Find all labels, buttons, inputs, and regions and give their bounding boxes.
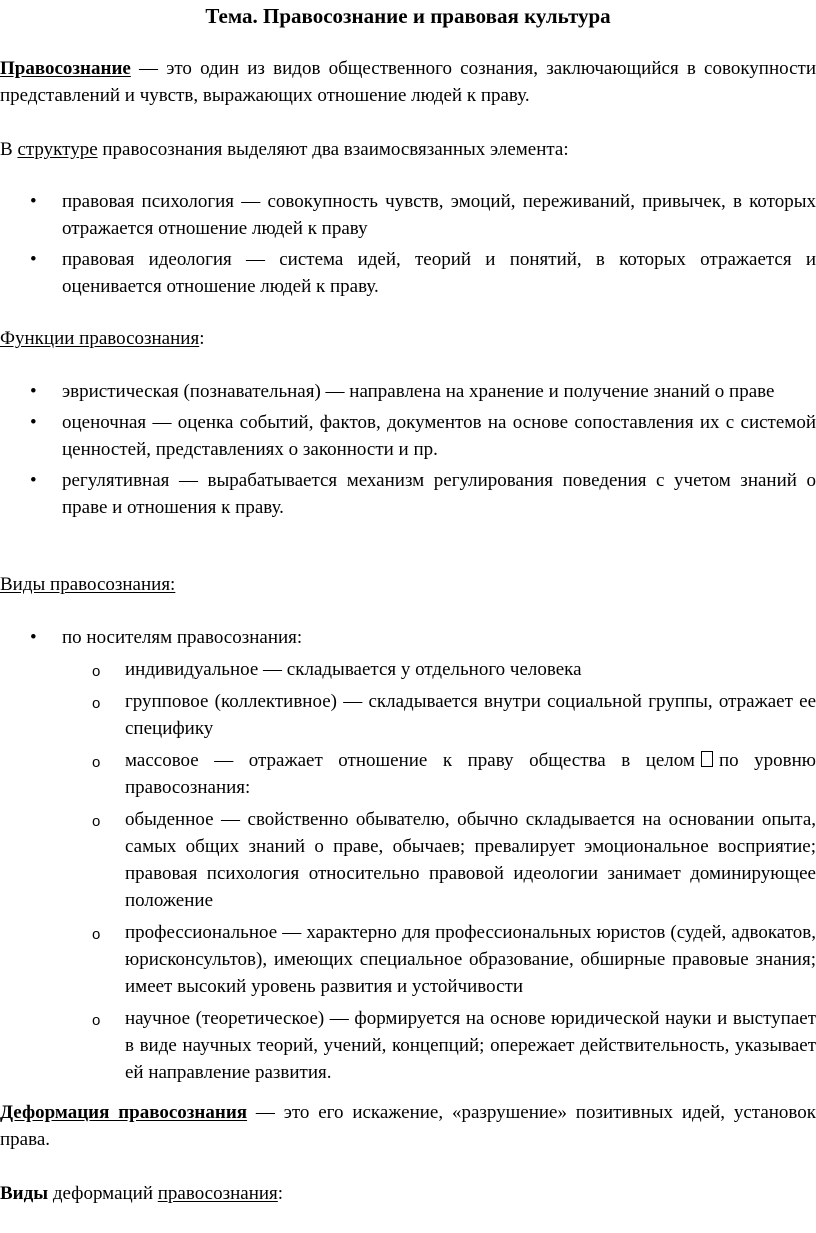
structure-prefix: В	[0, 139, 18, 160]
sub-list-item-text: массовое — отражает отношение к праву общества в целом	[125, 750, 695, 771]
page-title: Тема. Правосознание и правовая культура	[205, 4, 611, 28]
definition-paragraph	[0, 55, 816, 109]
functions-list	[0, 378, 816, 525]
list-item-text: по носителям правосознания:	[62, 627, 303, 648]
deformation-text: — это его искажение, «разрушение» позитивных идей, установок права.	[0, 1102, 816, 1150]
sub-list-item-text-continued: по уровню правосознания:	[125, 750, 816, 798]
list-item	[0, 409, 816, 463]
sub-list-item	[0, 656, 816, 683]
list-item	[0, 246, 816, 300]
circle-bullet-icon: o	[92, 663, 101, 680]
bullet-icon: •	[30, 381, 37, 402]
circle-bullet-icon: o	[92, 695, 101, 712]
deformation-term: Деформация правосознания	[0, 1102, 248, 1123]
bullet-icon: •	[30, 249, 37, 270]
functions-colon: :	[199, 328, 205, 349]
circle-bullet-icon: o	[92, 754, 101, 771]
deformation-kinds-colon: :	[277, 1183, 284, 1204]
structure-term: структуре	[17, 139, 98, 160]
bullet-icon: •	[30, 627, 37, 648]
circle-bullet-icon: o	[92, 813, 101, 830]
deformation-kinds-heading	[0, 1180, 816, 1207]
list-item-text: регулятивная — вырабатывается механизм регулирования поведения с учетом знаний о праве и отношения к праву.	[62, 470, 816, 518]
structure-intro	[0, 136, 816, 163]
sub-list-item	[0, 747, 816, 801]
kinds-heading	[0, 571, 816, 598]
bullet-icon: •	[30, 412, 37, 433]
circle-bullet-icon: o	[92, 1012, 101, 1029]
list-item-text: правовая идеология — система идей, теорий и понятий, в которых отражается и оценивается отношение людей к праву.	[62, 249, 816, 297]
kinds-sublist	[62, 656, 816, 1086]
sub-list-item	[0, 919, 816, 1000]
functions-heading-text: Функции правосознания	[0, 328, 200, 349]
bullet-icon: •	[30, 191, 37, 212]
structure-text: правосознания выделяют два взаимосвязанных элемента:	[97, 139, 569, 160]
circle-bullet-icon: o	[92, 926, 101, 943]
sub-list-item-text: групповое (коллективное) — складывается внутри социальной группы, отражает ее специфику	[125, 691, 816, 739]
structure-list	[0, 188, 816, 304]
sub-list-item-text: научное (теоретическое) — формируется на основе юридической науки и выступает в виде научных теорий, учений, концепций; опережает действительность, указывает ей направление развития.	[125, 1008, 816, 1083]
missing-glyph-icon	[701, 751, 713, 767]
list-item-text: эвристическая (познавательная) — направлена на хранение и получение знаний о праве	[62, 381, 775, 402]
definition-text: — это один из видов общественного сознания, заключающийся в совокупности представлений и чувств, выражающих отношение людей к праву.	[0, 58, 816, 106]
deformation-kinds-term: правосознания	[157, 1183, 278, 1204]
list-item-text: оценочная — оценка событий, фактов, документов на основе сопоставления их с системой ценностей, представлениях о законности и пр.	[62, 412, 816, 460]
list-item	[0, 188, 816, 242]
deformation-kinds-bold: Виды	[0, 1183, 49, 1204]
sub-list-item	[0, 1005, 816, 1086]
deformation-kinds-middle: деформаций	[48, 1183, 158, 1204]
list-item	[0, 378, 816, 405]
bullet-icon: •	[30, 470, 37, 491]
sub-list-item-text: профессиональное — характерно для профессиональных юристов (судей, адвокатов, юрисконсультов), имеющих специальное образование, обширные правовые знания; имеет высокий уровень развития и устойчивости	[125, 922, 816, 997]
list-item	[0, 624, 816, 1086]
sub-list-item	[0, 688, 816, 742]
functions-heading	[0, 325, 816, 352]
kinds-list	[0, 624, 816, 1091]
definition-term: Правосознание	[0, 58, 131, 79]
sub-list-item	[0, 806, 816, 914]
list-item	[0, 467, 816, 521]
kinds-heading-text: Виды правосознания:	[0, 574, 176, 595]
sub-list-item-text: обыденное — свойственно обывателю, обычно складывается на основании опыта, самых общих знаний о праве, обычаев; превалирует эмоциональное восприятие; правовая психология относительно правовой идеологии занимает доминирующее положение	[125, 809, 816, 911]
deformation-paragraph	[0, 1099, 816, 1153]
sub-list-item-text: индивидуальное — складывается у отдельного человека	[125, 659, 582, 680]
list-item-text: правовая психология — совокупность чувств, эмоций, переживаний, привычек, в которых отражается отношение людей к праву	[62, 191, 816, 239]
